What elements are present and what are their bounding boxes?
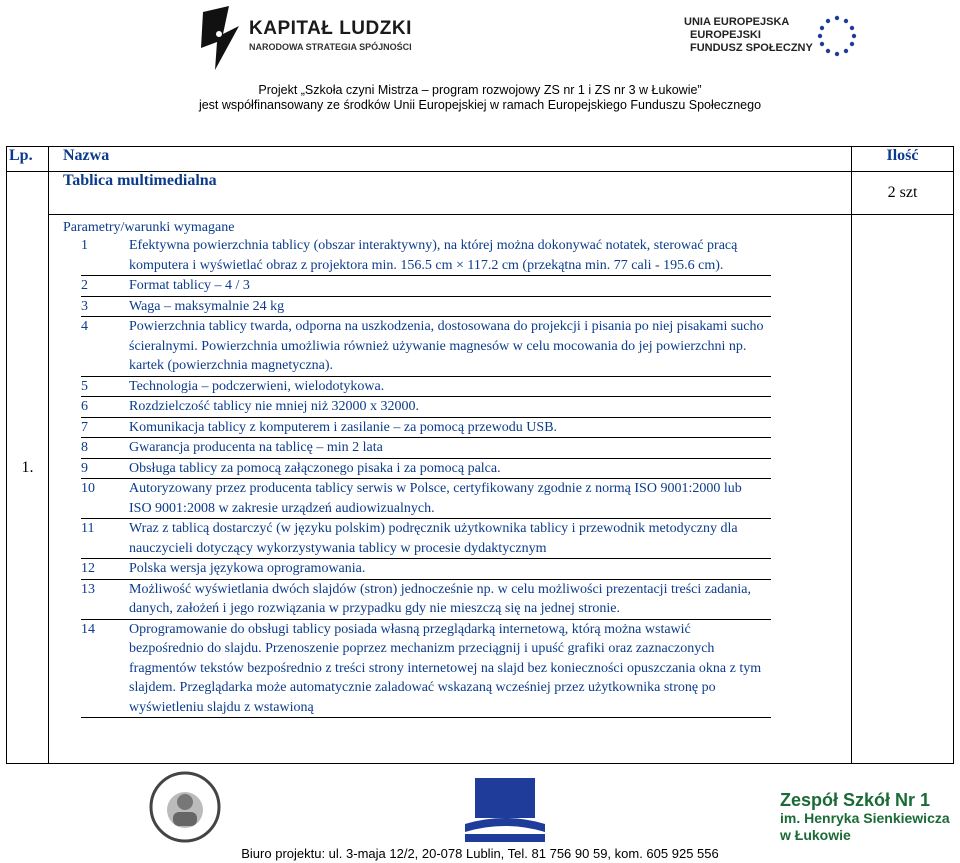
eu-logo (684, 14, 924, 64)
param-item (81, 519, 771, 559)
col-name-header: Nazwa (49, 147, 852, 172)
school-name-line-1: Zespół Szkół Nr 1 (780, 790, 931, 810)
param-number: 9 (81, 458, 129, 479)
param-number: 4 (81, 317, 129, 377)
param-item (81, 296, 771, 317)
param-text: Waga – maksymalnie 24 kg (129, 296, 771, 317)
param-number: 11 (81, 519, 129, 559)
param-item (81, 317, 771, 377)
param-number: 12 (81, 559, 129, 580)
project-cofinancing: jest współfinansowany ze środków Unii Europejskiej w ramach Europejskiego Funduszu Społecznego (198, 98, 762, 112)
param-number: 2 (81, 276, 129, 297)
param-number: 3 (81, 296, 129, 317)
project-title: Projekt „Szkoła czyni Mistrza – program rozwojowy ZS nr 1 i ZS nr 3 w Łukowie” (258, 83, 702, 97)
param-number: 5 (81, 376, 129, 397)
param-number: 1 (81, 236, 129, 276)
params-title: Parametry/warunki wymagane (63, 220, 235, 235)
param-text: Obsługa tablicy za pomocą załączonego pisaka i za pomocą palca. (129, 458, 771, 479)
param-text: Polska wersja językowa oprogramowania. (129, 559, 771, 580)
param-item (81, 236, 771, 276)
twp-logo (455, 772, 555, 846)
param-number: 14 (81, 619, 129, 718)
param-item (81, 479, 771, 519)
eu-logo-text (684, 16, 813, 55)
param-text: Oprogramowanie do obsługi tablicy posiada własną przeglądarką internetową, którą można wstawić bezpośrednio do slajdu. Przenoszenie poprzez mechanizm przeciągnij i upuść grafiki oraz zaznaczonych fragmentów tekstów bezpośrednio z treści strony internetowej na slajd bez konieczności opuszczania okna z tym slajdem. Przeglądarka może automatycznie zaladować wskazaną wcześniej przez użytkownika stronę po wyświetleniu slajdu z wstawioną (129, 619, 771, 718)
param-text: Rozdzielczość tablicy nie mniej niż 32000 x 32000. (129, 397, 771, 418)
eu-line-2: EUROPEJSKI (690, 29, 761, 41)
school-name-logo (780, 790, 960, 843)
params-cell (49, 215, 852, 764)
table-header-row (7, 147, 954, 172)
kapital-ludzki-logo (195, 4, 425, 74)
eu-line-1: UNIA EUROPEJSKA (684, 16, 790, 28)
param-text: Autoryzowany przez producenta tablicy serwis w Polsce, certyfikowany zgodnie z normą ISO 9001:2000 lub ISO 9001:2008 w zakresie urządzeń audiowizualnych. (129, 479, 771, 519)
page-header (0, 0, 960, 120)
param-item (81, 417, 771, 438)
param-number: 10 (81, 479, 129, 519)
specification-table-wrap (6, 146, 954, 764)
params-list (81, 236, 771, 718)
school-name-line-3: w Łukowie (780, 827, 851, 843)
param-item (81, 559, 771, 580)
footer-logos (0, 770, 960, 850)
param-text: Powierzchnia tablicy twarda, odporna na uszkodzenia, dostosowana do projekcji i pisania po niej pisakami sucho ścieralnymi. Powierzchnia umożliwia również używanie magnesów w celu mocowania do jej powierzchni np. kartek (powierzchnia magnetyczna). (129, 317, 771, 377)
kapital-ludzki-emblem-icon (195, 4, 245, 74)
school-seal-logo (140, 770, 230, 844)
col-lp-header: Lp. (7, 147, 49, 172)
param-item (81, 438, 771, 459)
param-item (81, 376, 771, 397)
param-item (81, 619, 771, 718)
param-item (81, 579, 771, 619)
param-text: Możliwość wyświetlania dwóch slajdów (stron) jednocześnie np. w celu możliwości prezentacji treści zadania, danych, założeń i jego rozwiązania w przypadku gdy nie mieszczą się na jednej stronie. (129, 579, 771, 619)
table-row (7, 172, 954, 215)
param-text: Format tablicy – 4 / 3 (129, 276, 771, 297)
project-office-address: Biuro projektu: ul. 3-maja 12/2, 20-078 Lublin, Tel. 81 756 90 59, kom. 605 925 556 (241, 846, 719, 861)
param-text: Gwarancja producenta na tablicę – min 2 lata (129, 438, 771, 459)
param-text: Wraz z tablicą dostarczyć (w języku polskim) podręcznik użytkownika tablicy i przewodnik metodyczny dla nauczycieli dotyczący wykorzystywania tablicy w procesie dydaktycznym (129, 519, 771, 559)
param-text: Efektywna powierzchnia tablicy (obszar interaktywny), na której można dokonywać notatek, sterować pracą komputera i wyświetlać obraz z projektora min. 156.5 cm × 117.2 cm (przekątna min. 77 cali - 195.6 cm). (129, 236, 771, 276)
item-name: Tablica multimedialna (49, 172, 852, 215)
params-qty-cell (852, 215, 954, 764)
param-number: 6 (81, 397, 129, 418)
eu-stars-icon (812, 14, 862, 58)
kapital-ludzki-title: KAPITAŁ LUDZKI (249, 18, 412, 39)
param-item (81, 397, 771, 418)
col-qty-header: Ilość (852, 147, 954, 172)
param-item (81, 276, 771, 297)
param-item (81, 458, 771, 479)
eu-line-3: FUNDUSZ SPOŁECZNY (690, 42, 813, 54)
param-number: 13 (81, 579, 129, 619)
params-row (7, 215, 954, 764)
param-text: Technologia – podczerwieni, wielodotykowa. (129, 376, 771, 397)
param-text: Komunikacja tablicy z komputerem i zasilanie – za pomocą przewodu USB. (129, 417, 771, 438)
kapital-ludzki-subtitle: NARODOWA STRATEGIA SPÓJNOŚCI (249, 42, 412, 52)
param-number: 7 (81, 417, 129, 438)
item-qty: 2 szt (852, 172, 954, 215)
row-lp: 1. (7, 172, 49, 764)
param-number: 8 (81, 438, 129, 459)
school-name-line-2: im. Henryka Sienkiewicza (780, 810, 950, 826)
specification-table (6, 146, 954, 764)
